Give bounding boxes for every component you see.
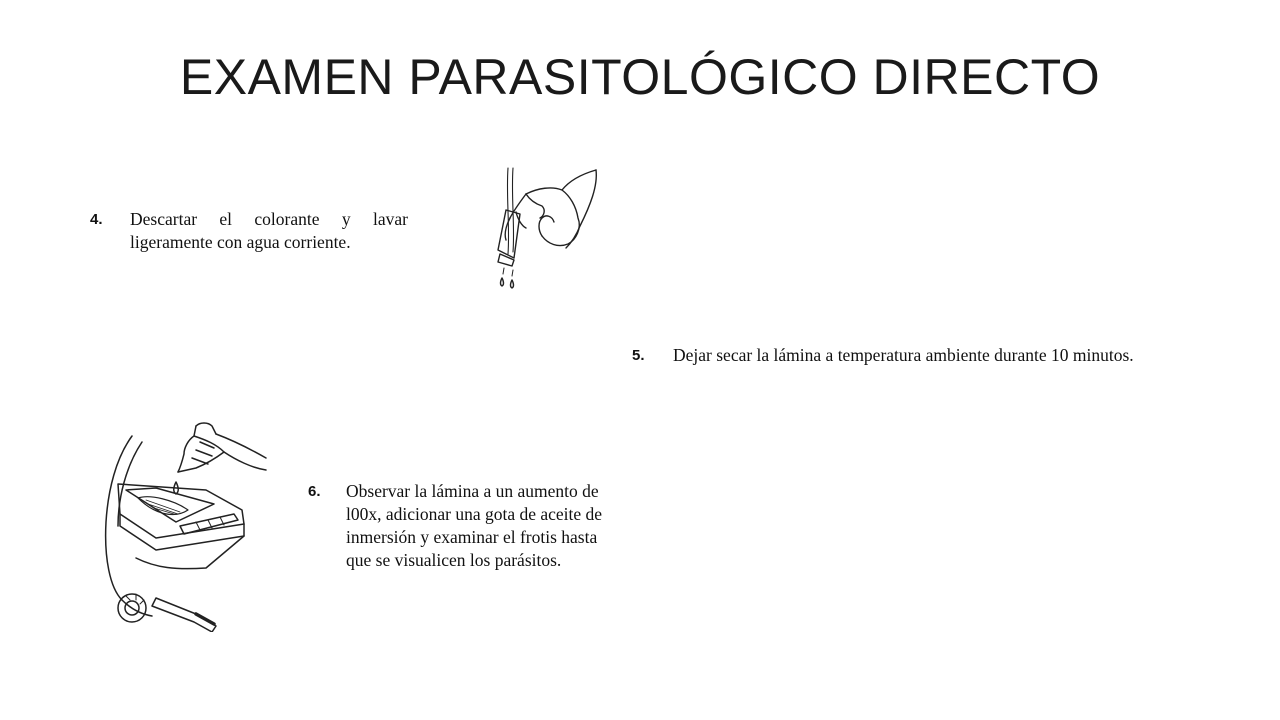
step-number: 5. (632, 347, 645, 364)
step-text: Observar la lámina a un aumento de l00x, adicionar una gota de aceite de inmersión y examinar el frotis hasta que se visualicen los parásitos. (346, 481, 603, 570)
hand-rinsing-slide-illustration (486, 166, 604, 294)
microscope-oil-drop-illustration (96, 418, 276, 632)
step-4 (90, 208, 410, 258)
step-text: Dejar secar la lámina a temperatura ambiente durante 10 minutos. (673, 345, 1134, 365)
step-5 (632, 344, 1212, 370)
page-title: EXAMEN PARASITOLÓGICO DIRECTO (179, 49, 1101, 105)
step-number: 4. (90, 211, 103, 228)
step-6 (308, 480, 628, 576)
step-text: Descartar el colorante y lavar ligeramente con agua corriente. (130, 209, 408, 252)
step-number: 6. (308, 483, 321, 500)
